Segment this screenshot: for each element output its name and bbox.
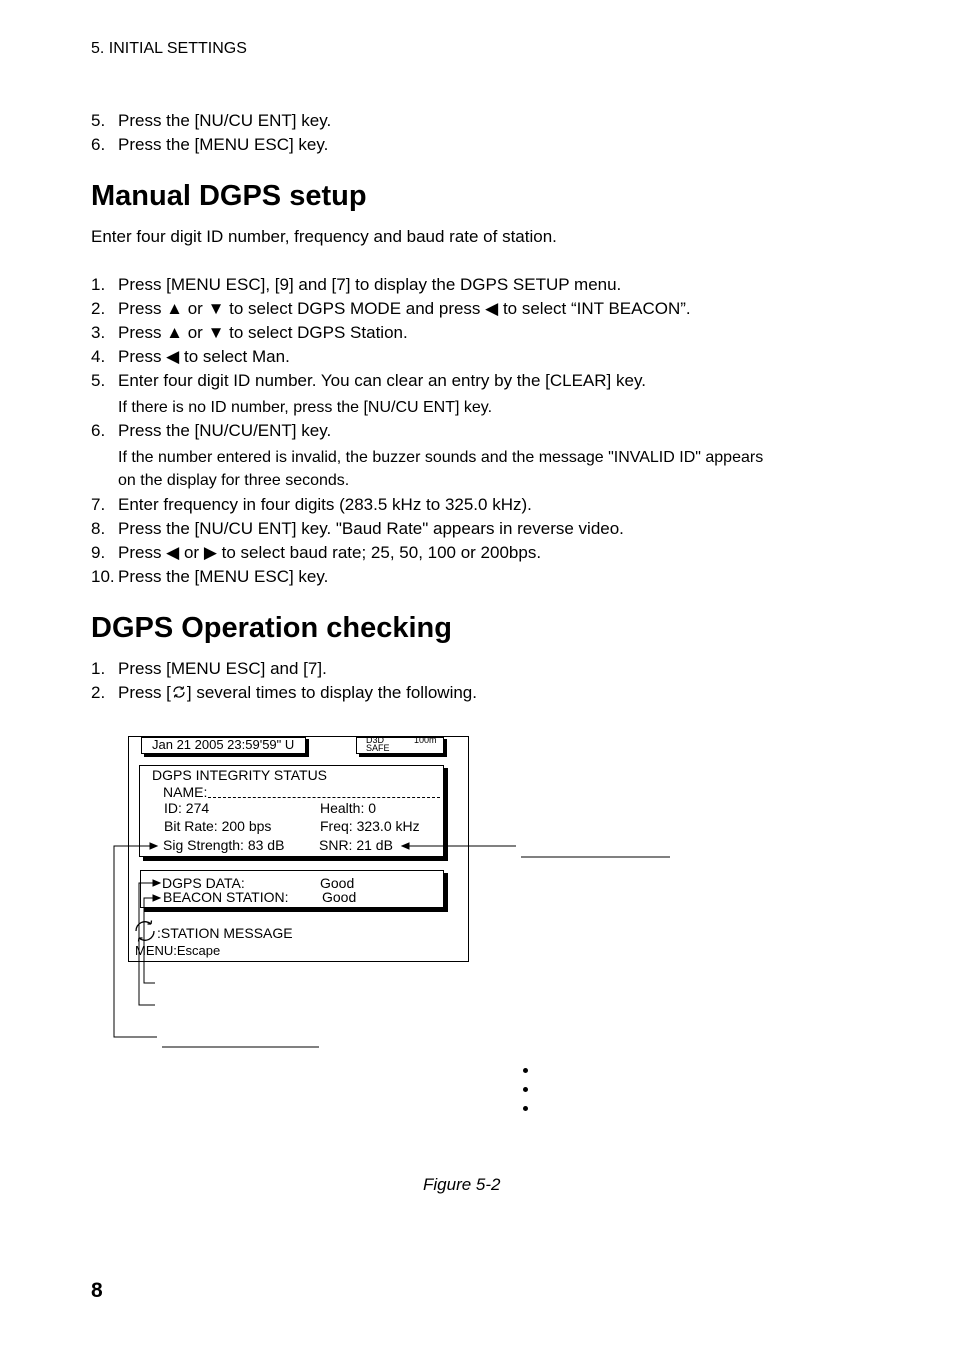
page-number: 8 (91, 1279, 103, 1302)
dgps-data-value: Good (320, 875, 355, 891)
step-text-post: ] several times to display the following. (186, 683, 477, 702)
step-text: Press [MENU ESC], [9] and [7] to display the DGPS SETUP menu. (118, 275, 622, 294)
ellipsis-dot (523, 1068, 528, 1073)
section-title-manual: Manual DGPS setup (91, 180, 367, 212)
step-text: Press the [NU/CU ENT] key. "Baud Rate" appears in reverse video. (118, 519, 624, 538)
step-text-pre: Press [ (118, 683, 171, 702)
step-number: 2. (91, 299, 106, 318)
step-text: Press the [NU/CU/ENT] key. (118, 421, 332, 440)
station-health: Health: 0 (320, 800, 377, 816)
station-id: ID: 274 (164, 800, 210, 816)
name-label: NAME: (163, 784, 208, 800)
step-number: 8. (91, 519, 106, 538)
step-text: Press ▲ or ▼ to select DGPS MODE and press ◀ to select “INT BEACON”. (118, 299, 691, 318)
step-number: 6. (91, 421, 106, 440)
section-intro: Enter four digit ID number, frequency and baud rate of station. (91, 227, 557, 246)
figure-caption: Figure 5-2 (423, 1175, 501, 1194)
step-note: If the number entered is invalid, the buzzer sounds and the message "INVALID ID" appears (118, 449, 764, 466)
frequency: Freq: 323.0 kHz (320, 818, 420, 834)
step-number: 7. (91, 495, 106, 514)
datetime-text: Jan 21 2005 23:59'59" U (152, 737, 295, 752)
fix-mode-label: D3D (366, 735, 385, 745)
section-title-operation: DGPS Operation checking (91, 612, 452, 644)
step-text: Press ◀ to select Man. (118, 347, 290, 366)
step-number: 9. (91, 543, 106, 562)
step-text: Enter frequency in four digits (283.5 kHz to 325.0 kHz). (118, 495, 532, 514)
step-text: Press ▲ or ▼ to select DGPS Station. (118, 323, 408, 342)
step-note: on the display for three seconds. (118, 472, 350, 489)
beacon-station-value: Good (322, 889, 357, 905)
step-number: 4. (91, 347, 106, 366)
range-label: 100m (414, 735, 437, 745)
step-text: Enter four digit ID number. You can clear an entry by the [CLEAR] key. (118, 371, 646, 390)
step-number: 1. (91, 659, 106, 678)
step-number: 5. (91, 371, 106, 390)
step-text: Press the [MENU ESC] key. (118, 135, 329, 154)
ellipsis-dot (523, 1087, 528, 1092)
beacon-station-label: BEACON STATION: (163, 889, 289, 905)
step-number: 2. (91, 683, 106, 702)
step-text: Press the [NU/CU ENT] key. (118, 111, 332, 130)
step-number: 1. (91, 275, 106, 294)
step-number: 3. (91, 323, 106, 342)
step-text: Press [MENU ESC] and [7]. (118, 659, 327, 678)
menu-escape-label: MENU:Escape (135, 943, 221, 958)
integrity-title: DGPS INTEGRITY STATUS (152, 767, 328, 783)
step-text: Press ◀ or ▶ to select baud rate; 25, 50, 100 or 200bps. (118, 543, 542, 562)
bit-rate: Bit Rate: 200 bps (164, 818, 272, 834)
step-number: 6. (91, 135, 106, 154)
step-number: 5. (91, 111, 106, 130)
dgps-data-label: DGPS DATA: (162, 875, 245, 891)
running-header: 5. INITIAL SETTINGS (91, 40, 247, 57)
ellipsis-dot (523, 1106, 528, 1111)
step-note: If there is no ID number, press the [NU/CU ENT] key. (118, 399, 493, 416)
signal-strength: Sig Strength: 83 dB (163, 837, 285, 853)
station-message-label: :STATION MESSAGE (157, 925, 293, 941)
snr: SNR: 21 dB (319, 837, 393, 853)
step-number: 10. (91, 567, 115, 586)
safe-label: SAFE (366, 743, 390, 753)
step-text: Press the [MENU ESC] key. (118, 567, 329, 586)
